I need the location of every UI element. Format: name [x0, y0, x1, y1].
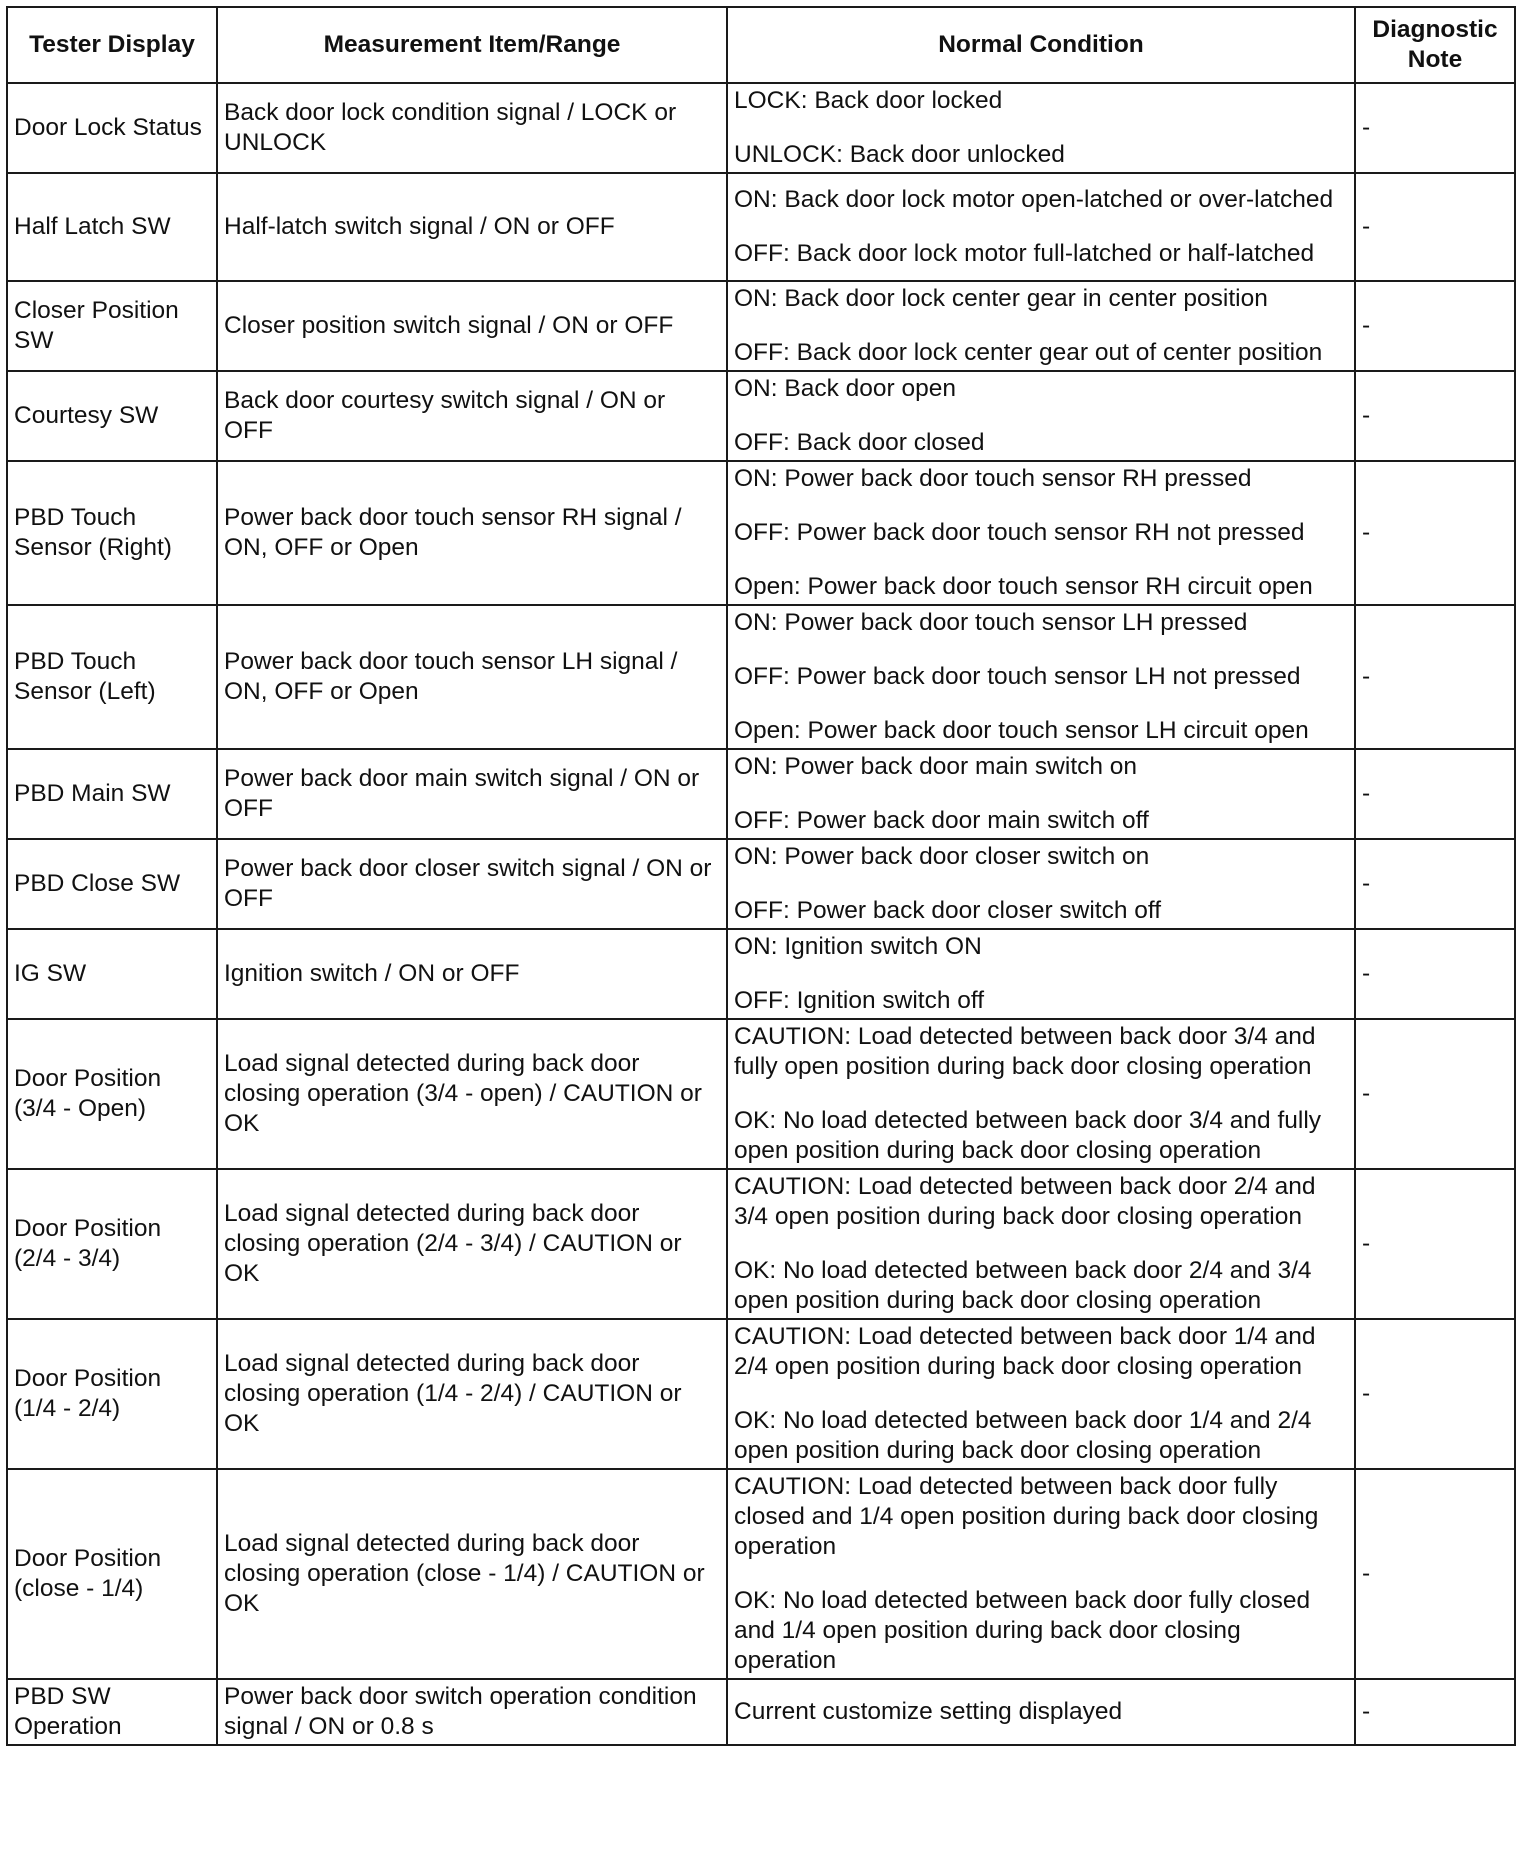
cell-normal-condition	[727, 173, 1355, 281]
cell-measurement-item: Power back door touch sensor LH signal / ON, OFF or Open	[217, 605, 727, 749]
cell-normal-condition	[727, 1319, 1355, 1469]
condition-line: Open: Power back door touch sensor RH circuit open	[734, 573, 1313, 600]
cell-measurement-item: Load signal detected during back door closing operation (2/4 - 3/4) / CAUTION or OK	[217, 1169, 727, 1319]
cell-measurement-item: Back door courtesy switch signal / ON or OFF	[217, 371, 727, 461]
cell-diagnostic-note: -	[1355, 173, 1515, 281]
cell-normal-condition	[727, 605, 1355, 749]
condition-line: Current customize setting displayed	[734, 1698, 1123, 1725]
condition-line: ON: Ignition switch ON	[734, 933, 982, 960]
cell-tester-display: Door Lock Status	[7, 83, 217, 173]
cell-normal-condition	[727, 83, 1355, 173]
header-row	[7, 7, 1515, 83]
cell-diagnostic-note: -	[1355, 281, 1515, 371]
cell-diagnostic-note: -	[1355, 1169, 1515, 1319]
table-row	[7, 1319, 1515, 1469]
condition-line: ON: Back door lock motor open-latched or over-latched	[734, 186, 1334, 213]
condition-line: ON: Power back door touch sensor RH pressed	[734, 465, 1252, 492]
cell-diagnostic-note: -	[1355, 83, 1515, 173]
condition-line: CAUTION: Load detected between back door fully closed and 1/4 open position during back door closing operation	[734, 1473, 1319, 1560]
cell-diagnostic-note: -	[1355, 605, 1515, 749]
table-header	[7, 7, 1515, 83]
cell-diagnostic-note: -	[1355, 1679, 1515, 1745]
condition-line: ON: Back door open	[734, 375, 956, 402]
table-row	[7, 83, 1515, 173]
header-measurement-item: Measurement Item/Range	[217, 7, 727, 83]
table-row	[7, 749, 1515, 839]
condition-line: OK: No load detected between back door 2/4 and 3/4 open position during back door closing operation	[734, 1257, 1312, 1314]
cell-tester-display: Door Position (3/4 - Open)	[7, 1019, 217, 1169]
cell-normal-condition	[727, 461, 1355, 605]
cell-measurement-item: Power back door switch operation condition signal / ON or 0.8 s	[217, 1679, 727, 1745]
condition-line: ON: Power back door main switch on	[734, 753, 1138, 780]
table-row	[7, 461, 1515, 605]
cell-normal-condition	[727, 929, 1355, 1019]
condition-line: OFF: Power back door main switch off	[734, 807, 1149, 834]
cell-diagnostic-note: -	[1355, 929, 1515, 1019]
cell-normal-condition	[727, 1679, 1355, 1745]
data-list-table	[6, 6, 1516, 1746]
cell-normal-condition	[727, 371, 1355, 461]
condition-line: Open: Power back door touch sensor LH circuit open	[734, 717, 1309, 744]
cell-measurement-item: Load signal detected during back door closing operation (close - 1/4) / CAUTION or OK	[217, 1469, 727, 1679]
condition-line: CAUTION: Load detected between back door 3/4 and fully open position during back door closing operation	[734, 1023, 1316, 1080]
condition-line: OFF: Ignition switch off	[734, 987, 985, 1014]
table-body	[7, 83, 1515, 1745]
condition-line: OFF: Power back door touch sensor RH not pressed	[734, 519, 1305, 546]
cell-tester-display: Door Position (1/4 - 2/4)	[7, 1319, 217, 1469]
condition-line: OFF: Back door closed	[734, 429, 985, 456]
table-row	[7, 929, 1515, 1019]
condition-line: OFF: Power back door touch sensor LH not pressed	[734, 663, 1301, 690]
condition-line: CAUTION: Load detected between back door 2/4 and 3/4 open position during back door closing operation	[734, 1173, 1316, 1230]
cell-tester-display: PBD Main SW	[7, 749, 217, 839]
table-row	[7, 1679, 1515, 1745]
cell-normal-condition	[727, 281, 1355, 371]
table-row	[7, 173, 1515, 281]
condition-line: OK: No load detected between back door 3/4 and fully open position during back door closing operation	[734, 1107, 1322, 1164]
cell-tester-display: Courtesy SW	[7, 371, 217, 461]
cell-measurement-item: Half-latch switch signal / ON or OFF	[217, 173, 727, 281]
table-row	[7, 839, 1515, 929]
cell-diagnostic-note: -	[1355, 1469, 1515, 1679]
cell-diagnostic-note: -	[1355, 1019, 1515, 1169]
table-row	[7, 1019, 1515, 1169]
cell-normal-condition	[727, 749, 1355, 839]
cell-measurement-item: Power back door main switch signal / ON or OFF	[217, 749, 727, 839]
cell-tester-display: PBD SW Operation	[7, 1679, 217, 1745]
cell-diagnostic-note: -	[1355, 839, 1515, 929]
cell-normal-condition	[727, 1469, 1355, 1679]
condition-line: OK: No load detected between back door 1/4 and 2/4 open position during back door closing operation	[734, 1407, 1312, 1464]
cell-measurement-item: Load signal detected during back door closing operation (3/4 - open) / CAUTION or OK	[217, 1019, 727, 1169]
cell-tester-display: Half Latch SW	[7, 173, 217, 281]
table-row	[7, 1169, 1515, 1319]
cell-diagnostic-note: -	[1355, 749, 1515, 839]
header-diagnostic-note: Diagnostic Note	[1355, 7, 1515, 83]
condition-line: ON: Back door lock center gear in center position	[734, 285, 1268, 312]
diagnostic-table-container	[6, 6, 1514, 1746]
cell-tester-display: Door Position (2/4 - 3/4)	[7, 1169, 217, 1319]
cell-tester-display: IG SW	[7, 929, 217, 1019]
cell-normal-condition	[727, 839, 1355, 929]
cell-measurement-item: Power back door touch sensor RH signal / ON, OFF or Open	[217, 461, 727, 605]
table-row	[7, 371, 1515, 461]
cell-measurement-item: Load signal detected during back door closing operation (1/4 - 2/4) / CAUTION or OK	[217, 1319, 727, 1469]
cell-tester-display: PBD Touch Sensor (Right)	[7, 461, 217, 605]
cell-tester-display: PBD Close SW	[7, 839, 217, 929]
cell-normal-condition	[727, 1169, 1355, 1319]
condition-line: OFF: Back door lock center gear out of center position	[734, 339, 1323, 366]
cell-measurement-item: Ignition switch / ON or OFF	[217, 929, 727, 1019]
cell-normal-condition	[727, 1019, 1355, 1169]
condition-line: ON: Power back door touch sensor LH pressed	[734, 609, 1248, 636]
table-row	[7, 1469, 1515, 1679]
header-normal-condition: Normal Condition	[727, 7, 1355, 83]
cell-diagnostic-note: -	[1355, 461, 1515, 605]
cell-measurement-item: Closer position switch signal / ON or OFF	[217, 281, 727, 371]
table-row	[7, 605, 1515, 749]
cell-measurement-item: Back door lock condition signal / LOCK or UNLOCK	[217, 83, 727, 173]
condition-line: ON: Power back door closer switch on	[734, 843, 1150, 870]
cell-tester-display: Door Position (close - 1/4)	[7, 1469, 217, 1679]
condition-line: OFF: Back door lock motor full-latched or half-latched	[734, 240, 1315, 267]
header-tester-display: Tester Display	[7, 7, 217, 83]
cell-diagnostic-note: -	[1355, 371, 1515, 461]
condition-line: LOCK: Back door locked	[734, 87, 1003, 114]
cell-diagnostic-note: -	[1355, 1319, 1515, 1469]
cell-tester-display: Closer Position SW	[7, 281, 217, 371]
cell-tester-display: PBD Touch Sensor (Left)	[7, 605, 217, 749]
condition-line: CAUTION: Load detected between back door 1/4 and 2/4 open position during back door closing operation	[734, 1323, 1316, 1380]
table-row	[7, 281, 1515, 371]
condition-line: OK: No load detected between back door fully closed and 1/4 open position during back door closing operation	[734, 1587, 1311, 1674]
cell-measurement-item: Power back door closer switch signal / ON or OFF	[217, 839, 727, 929]
condition-line: OFF: Power back door closer switch off	[734, 897, 1162, 924]
condition-line: UNLOCK: Back door unlocked	[734, 141, 1065, 168]
